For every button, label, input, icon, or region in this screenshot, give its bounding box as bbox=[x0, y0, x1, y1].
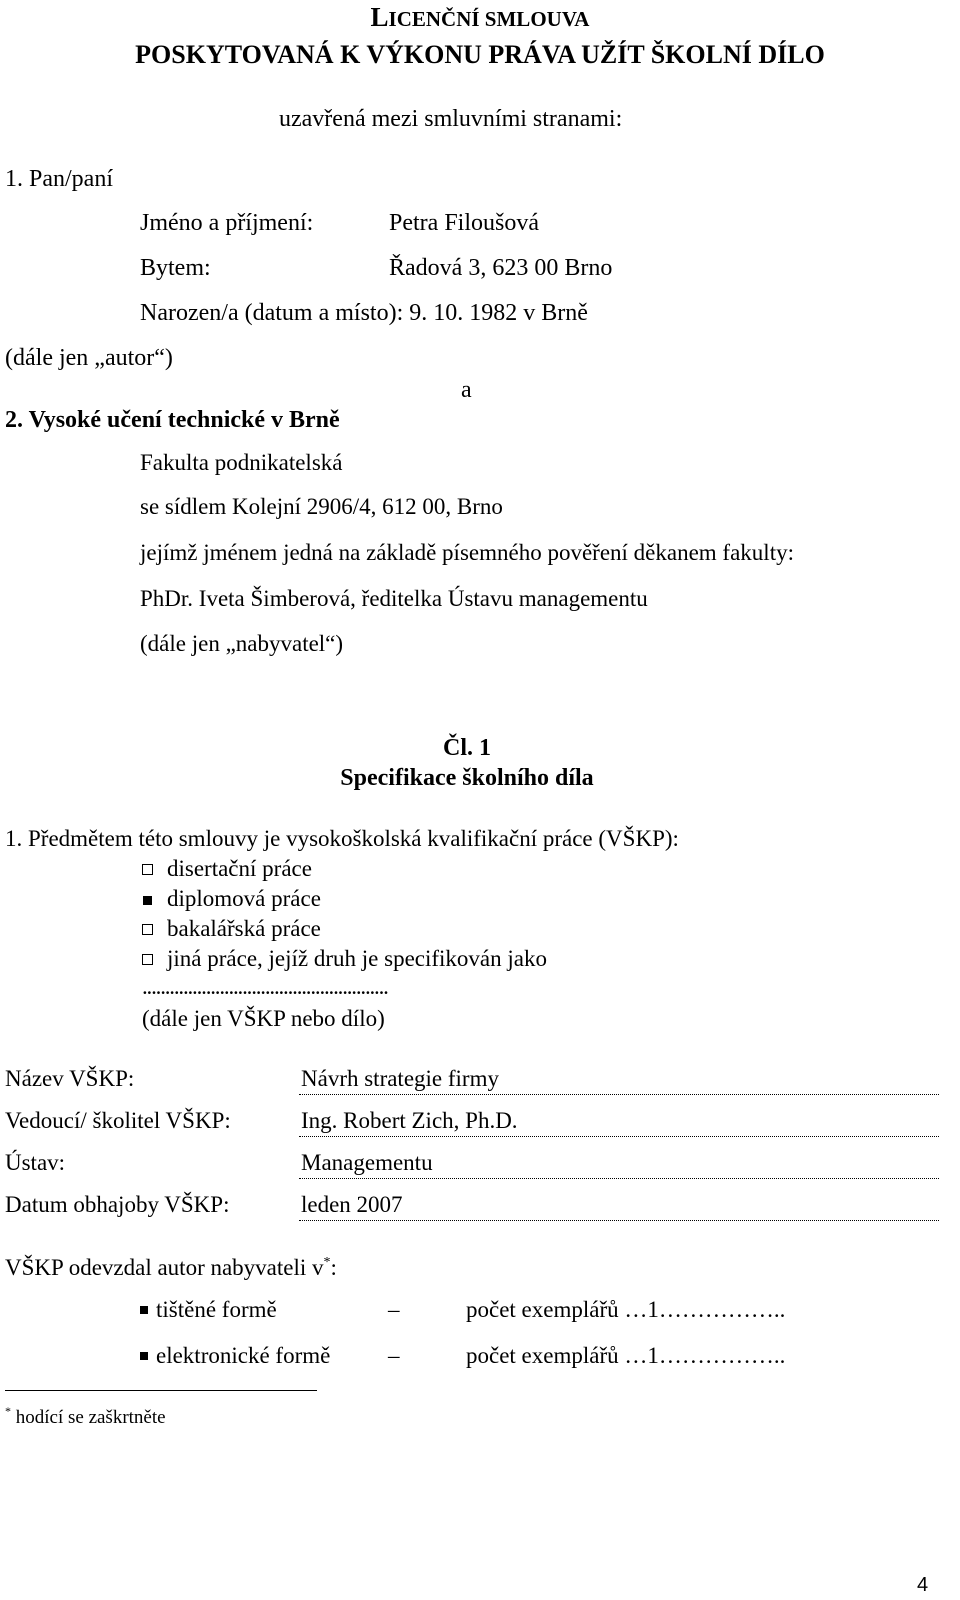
handover-dash-electronic: – bbox=[388, 1343, 400, 1368]
conjunction: a bbox=[461, 377, 472, 403]
party2-representative: PhDr. Iveta Šimberová, ředitelka Ústavu managementu bbox=[140, 586, 648, 611]
option-label: bakalářská práce bbox=[167, 916, 321, 941]
party1-heading: 1. Pan/paní bbox=[5, 166, 113, 192]
checkbox-icon[interactable] bbox=[142, 864, 153, 875]
party1-name-value: Petra Filoušová bbox=[389, 210, 539, 236]
party2-heading bbox=[5, 407, 340, 434]
subject-dots: ...................................................... bbox=[142, 974, 388, 999]
detail-institute-value: Managementu bbox=[301, 1150, 433, 1175]
option-diplomova[interactable] bbox=[142, 886, 321, 912]
document-title-line2: POSKYTOVANÁ K VÝKONU PRÁVA UŽÍT ŠKOLNÍ DÍLO bbox=[135, 40, 825, 69]
party1-address-value: Řadová 3, 623 00 Brno bbox=[389, 255, 613, 281]
handover-count-electronic: počet exemplářů …1…………….. bbox=[466, 1343, 786, 1368]
article-title: Specifikace školního díla bbox=[340, 765, 594, 791]
handover-colon: : bbox=[330, 1255, 337, 1280]
footnote-mark: * bbox=[5, 1404, 11, 1418]
handover-lead-text: VŠKP odevzdal autor nabyvateli v bbox=[5, 1255, 324, 1280]
page-number: 4 bbox=[917, 1574, 929, 1596]
party1-alias: (dále jen „autor“) bbox=[5, 345, 173, 371]
detail-title-underline bbox=[299, 1094, 939, 1095]
detail-supervisor-value: Ing. Robert Zich, Ph.D. bbox=[301, 1108, 518, 1133]
footnote-text: hodící se zaškrtněte bbox=[11, 1407, 166, 1428]
bullet-icon bbox=[140, 1352, 148, 1360]
option-label: jiná práce, jejíž druh je specifikován jako bbox=[167, 946, 547, 971]
detail-institute-label: Ústav: bbox=[5, 1150, 66, 1175]
option-label: diplomová práce bbox=[167, 886, 321, 911]
handover-lead bbox=[5, 1255, 337, 1281]
detail-supervisor-underline bbox=[299, 1136, 939, 1137]
detail-institute-underline bbox=[299, 1178, 939, 1179]
checked-checkbox-icon[interactable] bbox=[143, 896, 152, 905]
checkbox-icon[interactable] bbox=[142, 954, 153, 965]
bullet-icon bbox=[140, 1306, 148, 1314]
party1-address-label: Bytem: bbox=[140, 255, 211, 281]
option-label: disertační práce bbox=[167, 856, 312, 881]
option-jina[interactable] bbox=[142, 946, 547, 972]
handover-count-print: počet exemplářů …1…………….. bbox=[466, 1297, 786, 1322]
title-rest: ICENČNÍ SMLOUVA bbox=[388, 7, 590, 31]
party2-alias: (dále jen „nabyvatel“) bbox=[140, 631, 344, 656]
form-label: elektronické formě bbox=[156, 1343, 331, 1368]
subject-alias: (dále jen VŠKP nebo dílo) bbox=[142, 1006, 385, 1031]
detail-defense-value: leden 2007 bbox=[301, 1192, 403, 1217]
detail-defense-underline bbox=[299, 1220, 939, 1221]
option-disertacni[interactable] bbox=[142, 856, 312, 882]
handover-form-electronic bbox=[140, 1343, 330, 1369]
handover-form-print bbox=[140, 1297, 277, 1323]
party2-authorization: jejímž jménem jedná na základě písemného pověření děkanem fakulty: bbox=[140, 540, 794, 565]
title-initial: L bbox=[370, 2, 389, 32]
footnote bbox=[5, 1404, 166, 1429]
party2-faculty: Fakulta podnikatelská bbox=[140, 450, 343, 475]
party2-heading-text: 2. Vysoké učení technické v Brně bbox=[5, 407, 340, 433]
party1-birth: Narozen/a (datum a místo): 9. 10. 1982 v Brně bbox=[140, 300, 588, 326]
document-title-line1 bbox=[0, 2, 960, 33]
checkbox-icon[interactable] bbox=[142, 924, 153, 935]
article-number: Čl. 1 bbox=[443, 735, 491, 761]
detail-title-value: Návrh strategie firmy bbox=[301, 1066, 499, 1091]
form-label: tištěné formě bbox=[156, 1297, 277, 1322]
detail-title-label: Název VŠKP: bbox=[5, 1066, 135, 1091]
detail-defense-label: Datum obhajoby VŠKP: bbox=[5, 1192, 230, 1217]
party2-seat: se sídlem Kolejní 2906/4, 612 00, Brno bbox=[140, 494, 503, 519]
subject-lead: 1. Předmětem této smlouvy je vysokoškolská kvalifikační práce (VŠKP): bbox=[5, 826, 679, 851]
intro-text: uzavřená mezi smluvními stranami: bbox=[279, 106, 623, 132]
footnote-mark: * bbox=[323, 1255, 331, 1270]
option-bakalarska[interactable] bbox=[142, 916, 321, 942]
handover-dash-print: – bbox=[388, 1297, 400, 1322]
footnote-separator bbox=[5, 1390, 317, 1391]
party1-name-label: Jméno a příjmení: bbox=[140, 210, 314, 236]
detail-supervisor-label: Vedoucí/ školitel VŠKP: bbox=[5, 1108, 231, 1133]
